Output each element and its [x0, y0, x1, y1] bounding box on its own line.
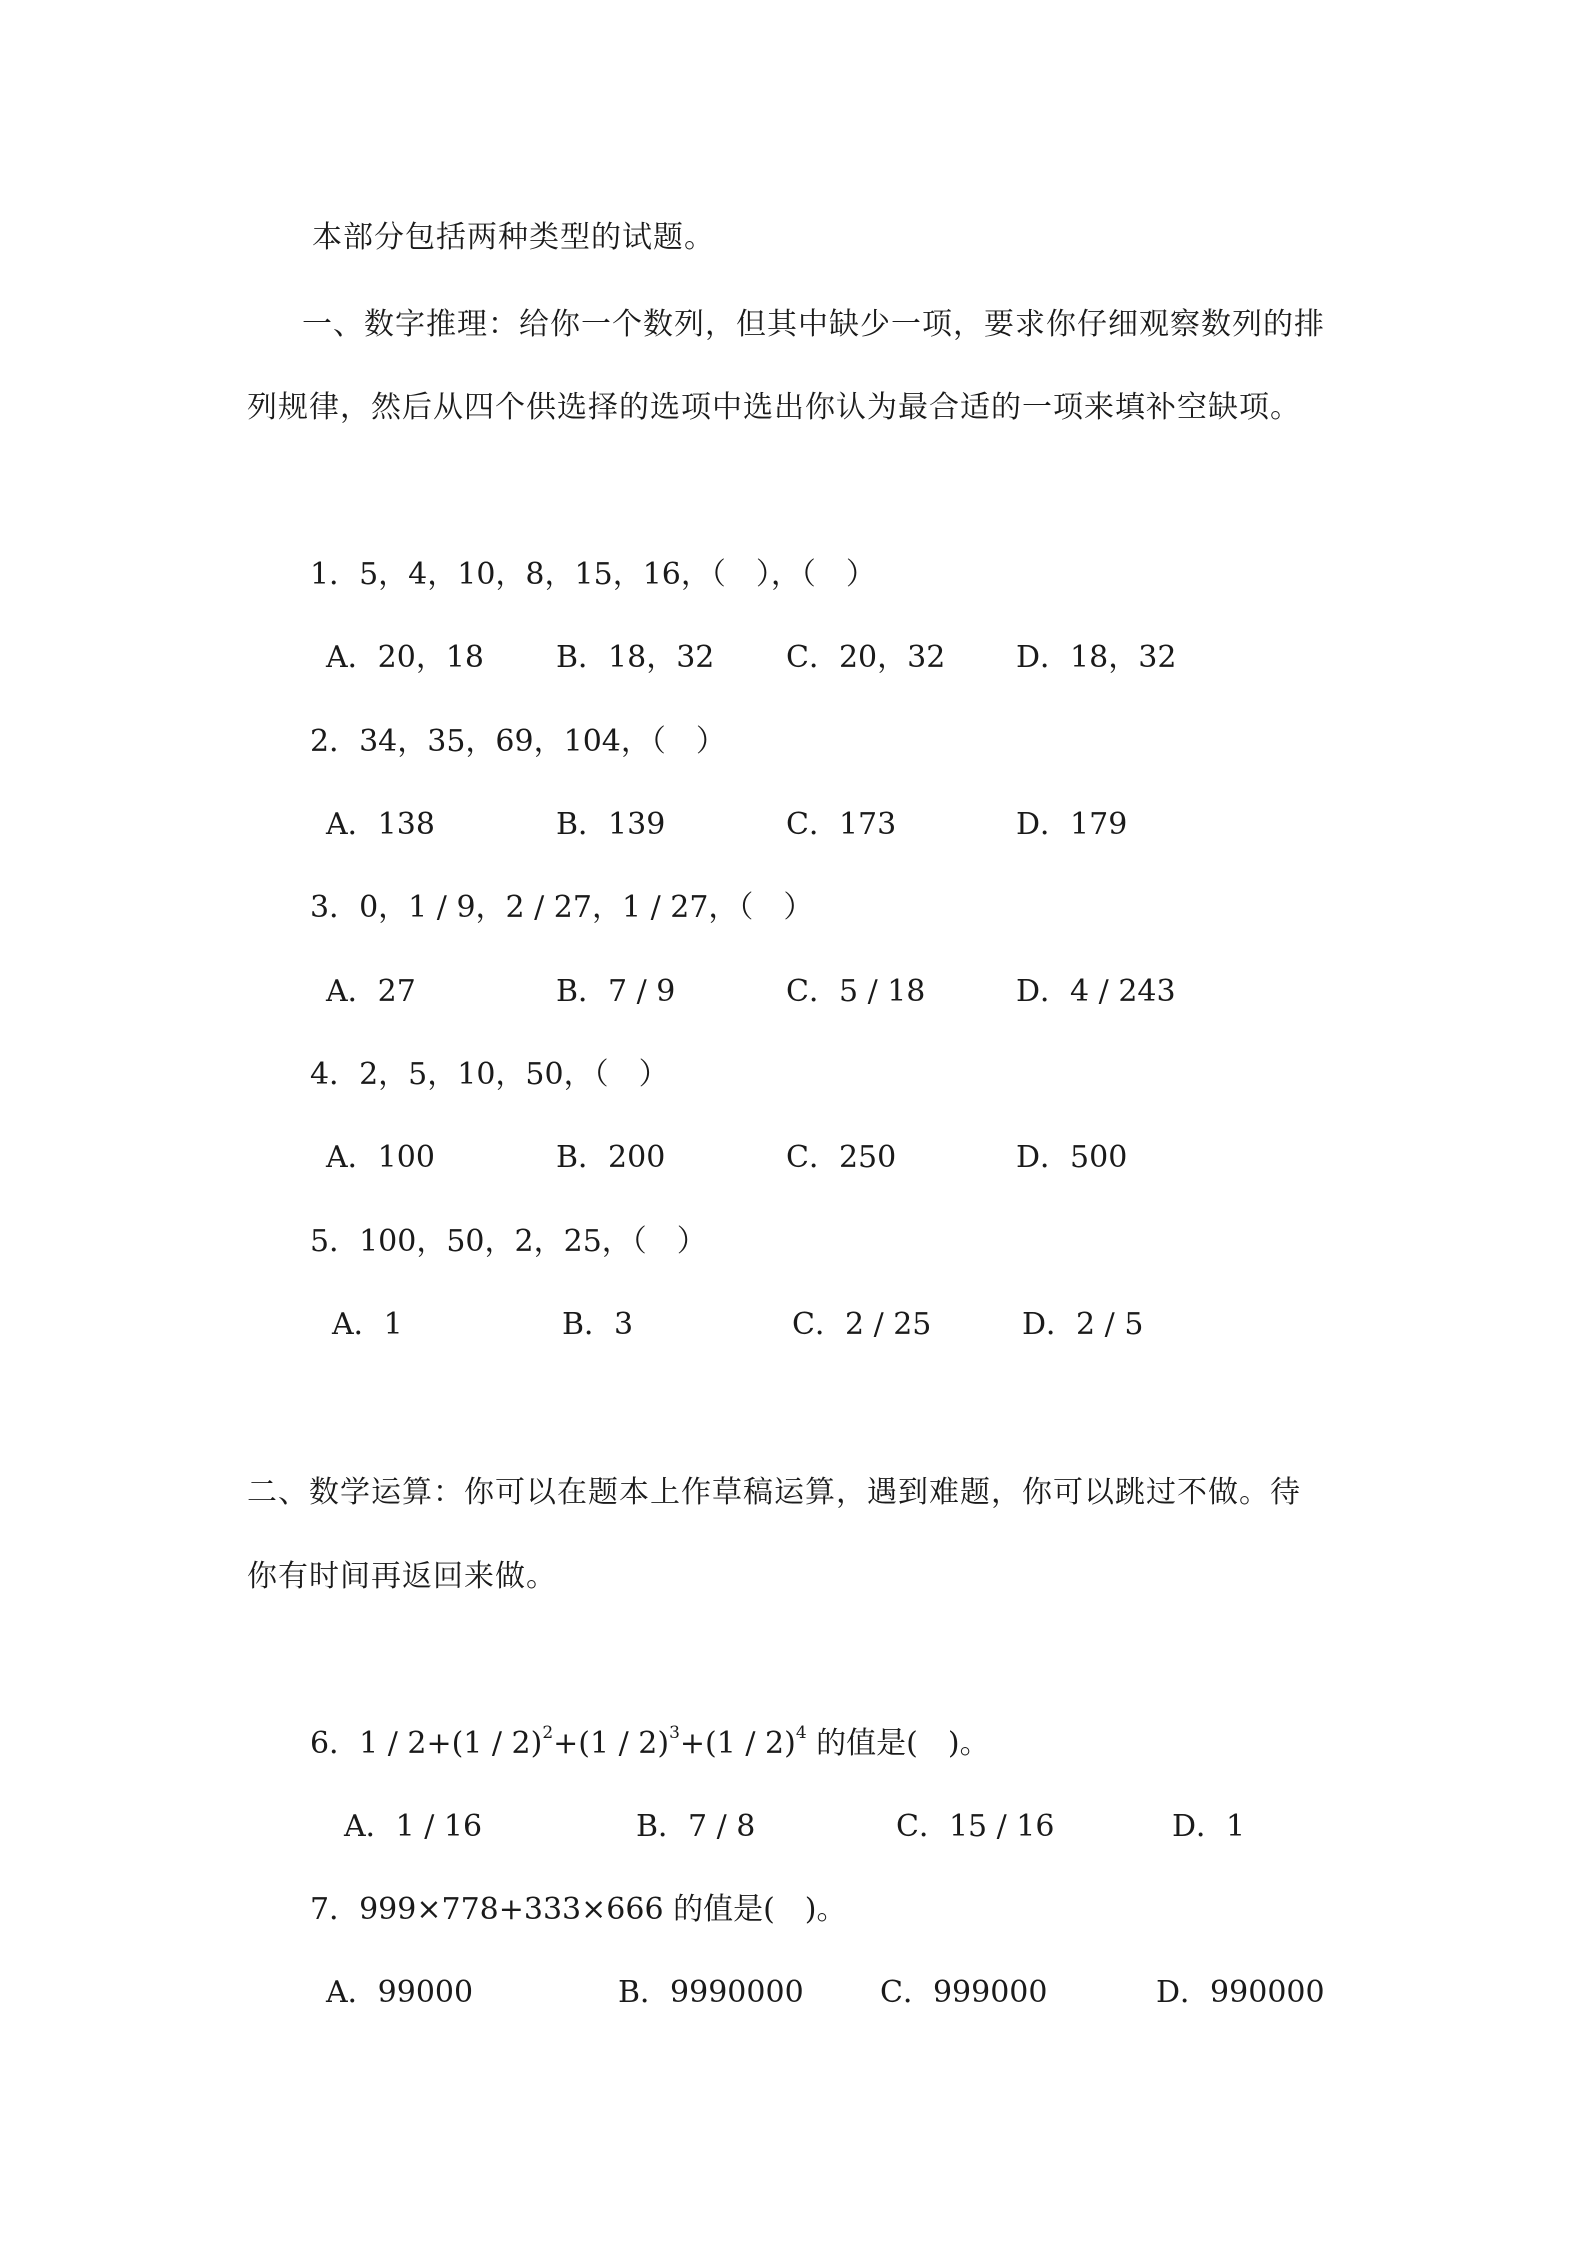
section1-heading-line1: 一、数字推理：给你一个数列，但其中缺少一项，要求你仔细观察数列的排 — [302, 307, 1325, 342]
question-6-exponent-1: 2 — [542, 1723, 554, 1743]
question-4-option-c: C．250 — [786, 1140, 897, 1175]
question-7-option-c: C．999000 — [880, 1975, 1048, 2010]
section1-heading-line2: 列规律，然后从四个供选择的选项中选出你认为最合适的一项来填补空缺项。 — [247, 390, 1301, 425]
question-5-stem: 5．100，50，2，25，（ ） — [310, 1224, 707, 1259]
question-7-option-a: A．99000 — [326, 1975, 474, 2010]
question-5-option-b: B．3 — [562, 1307, 634, 1342]
question-1-option-b: B．18，32 — [556, 640, 715, 675]
question-1-option-a: A．20，18 — [326, 640, 485, 675]
question-2-option-a: A．138 — [326, 807, 435, 842]
question-6-option-b: B．7 / 8 — [636, 1809, 756, 1844]
question-4-option-b: B．200 — [556, 1140, 666, 1175]
question-6-option-d: D．1 — [1172, 1809, 1246, 1844]
question-1-option-d: D．18，32 — [1016, 640, 1177, 675]
question-6-part3: +(1 / 2) — [679, 1726, 796, 1761]
question-6-stem — [310, 1724, 990, 1764]
intro-text: 本部分包括两种类型的试题。 — [312, 220, 715, 255]
question-1-stem: 1．5，4，10，8，15，16，（ ），（ ） — [310, 557, 876, 592]
question-6-option-c: C．15 / 16 — [896, 1809, 1055, 1844]
section2-heading-line2: 你有时间再返回来做。 — [247, 1559, 557, 1594]
question-6-exponent-2: 3 — [669, 1723, 680, 1743]
question-3-option-c: C．5 / 18 — [786, 974, 926, 1009]
question-7-option-d: D．990000 — [1156, 1975, 1325, 2010]
question-5-option-c: C．2 / 25 — [792, 1307, 932, 1342]
question-7-option-b: B．9990000 — [618, 1975, 804, 2010]
question-2-stem: 2．34，35，69，104，（ ） — [310, 724, 726, 759]
question-4-option-a: A．100 — [326, 1140, 435, 1175]
question-6-part4: 的值是( )。 — [806, 1726, 990, 1761]
question-3-option-b: B．7 / 9 — [556, 974, 676, 1009]
question-4-option-d: D．500 — [1016, 1140, 1128, 1175]
question-3-stem: 3．0，1 / 9，2 / 27，1 / 27，（ ） — [310, 890, 814, 925]
question-1-option-c: C．20，32 — [786, 640, 946, 675]
question-6-part2: +(1 / 2) — [553, 1726, 670, 1761]
question-2-option-b: B．139 — [556, 807, 666, 842]
question-6-exponent-3: 4 — [795, 1723, 807, 1743]
question-3-option-a: A．27 — [326, 974, 416, 1009]
question-5-option-a: A．1 — [332, 1307, 403, 1342]
question-6-part1: 6．1 / 2+(1 / 2) — [310, 1726, 543, 1761]
section2-heading-line1: 二、数学运算：你可以在题本上作草稿运算，遇到难题，你可以跳过不做。待 — [247, 1475, 1301, 1510]
question-3-option-d: D．4 / 243 — [1016, 974, 1176, 1009]
question-4-stem: 4．2，5，10，50，（ ） — [310, 1057, 669, 1092]
question-5-option-d: D．2 / 5 — [1022, 1307, 1144, 1342]
question-7-stem: 7．999×778+333×666 的值是( )。 — [310, 1892, 847, 1927]
question-2-option-c: C．173 — [786, 807, 897, 842]
question-6-option-a: A．1 / 16 — [344, 1809, 483, 1844]
question-2-option-d: D．179 — [1016, 807, 1128, 842]
